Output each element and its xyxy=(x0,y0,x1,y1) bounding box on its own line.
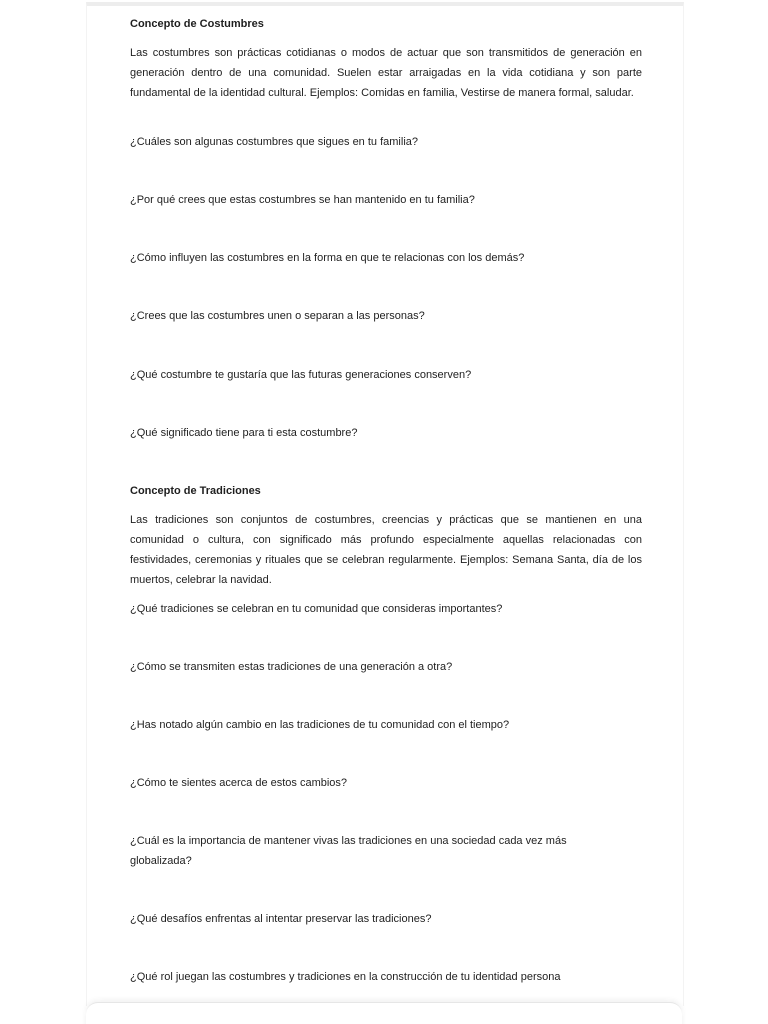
tradiciones-question-6: ¿Qué desafíos enfrentas al intentar preservar las tradiciones? xyxy=(130,913,432,925)
next-page-edge xyxy=(86,1002,682,1024)
costumbres-question-4: ¿Crees que las costumbres unen o separan a las personas? xyxy=(130,310,425,322)
costumbres-question-6: ¿Qué significado tiene para ti esta costumbre? xyxy=(130,427,358,439)
costumbres-question-1: ¿Cuáles son algunas costumbres que sigues en tu familia? xyxy=(130,136,418,148)
costumbres-question-3: ¿Cómo influyen las costumbres en la forma en que te relacionas con los demás? xyxy=(130,252,525,264)
tradiciones-question-7: ¿Qué rol juegan las costumbres y tradiciones en la construcción de tu identidad persona xyxy=(130,971,561,983)
costumbres-question-5: ¿Qué costumbre te gustaría que las futuras generaciones conserven? xyxy=(130,369,472,381)
tradiciones-question-3: ¿Has notado algún cambio en las tradiciones de tu comunidad con el tiempo? xyxy=(130,719,510,731)
tradiciones-question-4: ¿Cómo te sientes acerca de estos cambios? xyxy=(130,777,348,789)
tradiciones-heading: Concepto de Tradiciones xyxy=(130,485,261,497)
tradiciones-question-2: ¿Cómo se transmiten estas tradiciones de una generación a otra? xyxy=(130,661,453,673)
costumbres-paragraph: Las costumbres son prácticas cotidianas o modos de actuar que son transmitidos de generación en generación dentro de una comunidad. Suelen estar arraigadas en la vida cotidiana y son parte fundamental de la identidad cultural. Ejemplos: Comidas en familia, Vestirse de manera formal, saludar. xyxy=(130,47,642,99)
tradiciones-question-1: ¿Qué tradiciones se celebran en tu comunidad que consideras importantes? xyxy=(130,603,503,615)
tradiciones-question-5: ¿Cuál es la importancia de mantener vivas las tradiciones en una sociedad cada vez más globalizada? xyxy=(130,835,567,867)
costumbres-heading: Concepto de Costumbres xyxy=(130,18,264,30)
costumbres-question-2: ¿Por qué crees que estas costumbres se han mantenido en tu familia? xyxy=(130,194,475,206)
tradiciones-paragraph: Las tradiciones son conjuntos de costumbres, creencias y prácticas que se mantienen en una comunidad o cultura, con significado más profundo especialmente aquellas relacionadas con festividades, ceremonias y rituales que se celebran regularmente. Ejemplos: Semana Santa, día de los muertos, celebrar la navidad. xyxy=(130,514,642,586)
